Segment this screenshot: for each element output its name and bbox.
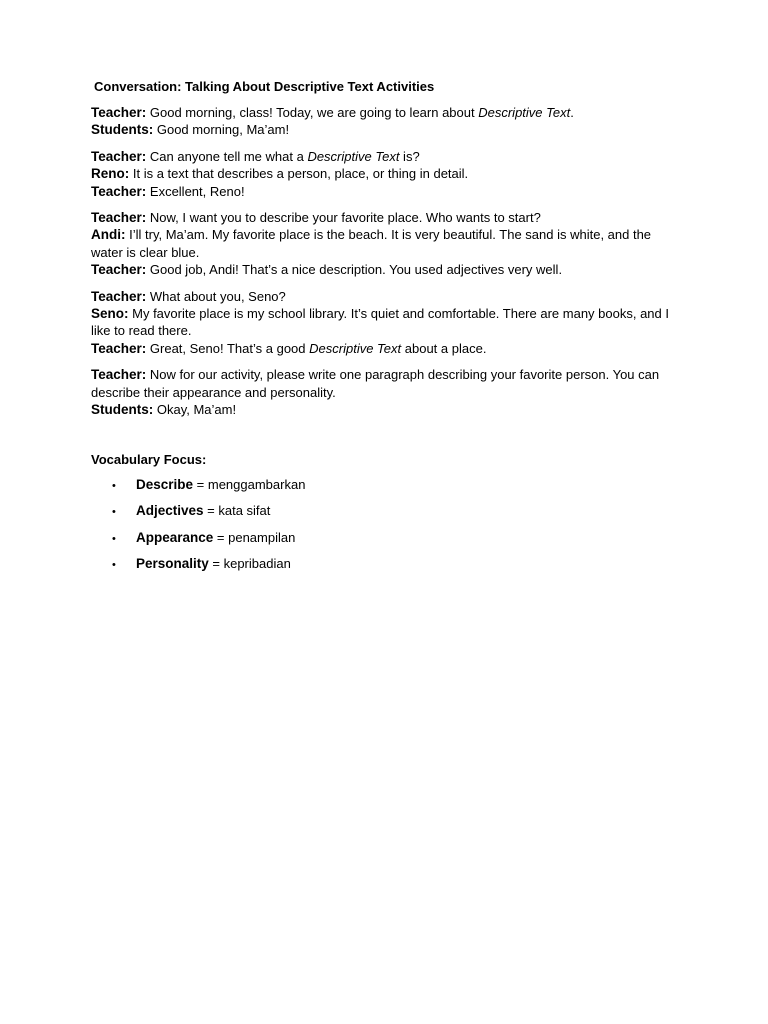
bullet-icon: • [112,480,116,492]
dialogue-line [91,183,681,200]
line-text-end: is? [399,148,420,164]
line-text: Now for our activity, please write one paragraph describing your favorite person. You can describe their appearance and personality. [91,367,660,400]
vocabulary-item [112,476,305,502]
line-text: I’ll try, Ma’am. My favorite place is the beach. It is very beautiful. The sand is white, and the water is clear blue. [91,227,652,260]
line-text: My favorite place is my school library. It’s quiet and comfortable. There are many books, and I like to read there. [91,306,669,339]
line-text-end: about a place. [401,340,487,356]
line-italic-text: Descriptive Text [478,105,571,120]
dialogue-line [91,261,681,278]
speaker-name: Andi: [91,227,126,243]
speaker-name: Students: [91,122,154,138]
vocabulary-term: Adjectives [136,503,204,519]
dialogue-line [91,366,681,401]
dialogue-block [91,209,681,279]
vocabulary-term: Personality [136,555,209,571]
line-text: Excellent, Reno! [146,183,245,199]
bullet-icon: • [112,506,116,519]
dialogue-line [91,288,681,305]
speaker-name: Teacher: [91,262,147,278]
dialogue-block [91,366,681,418]
speaker-name: Teacher: [91,367,147,383]
dialogue-line [91,148,681,165]
line-text: Okay, Ma’am! [153,402,237,418]
vocabulary-item [112,529,305,555]
line-text: Can anyone tell me what a [146,148,308,164]
dialogue-line [91,121,681,138]
vocabulary-meaning: = kepribadian [208,555,291,571]
dialogue-block [91,288,681,358]
vocabulary-list [112,476,305,581]
speaker-name: Reno: [91,166,130,182]
document-title: Conversation: Talking About Descriptive Text Activities [94,79,435,94]
bullet-icon: • [112,558,116,571]
speaker-name: Teacher: [91,340,147,356]
line-text: Great, Seno! That’s a good [146,340,310,356]
dialogue [91,104,681,428]
speaker-name: Students: [91,402,154,418]
line-text: Now, I want you to describe your favorite place. Who wants to start? [146,210,541,226]
line-text: Good job, Andi! That’s a nice description. You used adjectives very well. [146,262,563,278]
vocabulary-term: Appearance [136,529,214,545]
line-text: It is a text that describes a person, place, or thing in detail. [129,166,469,182]
dialogue-line [91,209,681,226]
dialogue-block [91,104,681,139]
dialogue-line [91,226,681,261]
vocabulary-item [112,502,305,528]
dialogue-line [91,340,681,357]
vocabulary-heading: Vocabulary Focus: [91,452,207,467]
line-italic-text: Descriptive Text [309,340,402,356]
dialogue-line [91,165,681,182]
line-text: Good morning, class! Today, we are going to learn about [146,105,479,120]
speaker-name: Teacher: [91,148,147,164]
speaker-name: Teacher: [91,288,147,304]
bullet-icon: • [112,532,116,545]
vocabulary-item [112,555,305,581]
dialogue-line [91,401,681,418]
vocabulary-term: Describe [136,477,194,492]
vocabulary-meaning: = menggambarkan [193,477,306,492]
line-italic-text: Descriptive Text [307,148,400,164]
speaker-name: Teacher: [91,183,147,199]
dialogue-line [91,305,681,340]
line-text: Good morning, Ma’am! [153,122,290,138]
line-text: What about you, Seno? [146,288,286,304]
speaker-name: Seno: [91,306,129,322]
vocabulary-meaning: = kata sifat [203,503,271,519]
speaker-name: Teacher: [91,105,147,120]
dialogue-line [91,104,681,121]
vocabulary-meaning: = penampilan [213,529,296,545]
line-text-end: . [570,105,574,120]
speaker-name: Teacher: [91,210,147,226]
dialogue-block [91,148,681,200]
